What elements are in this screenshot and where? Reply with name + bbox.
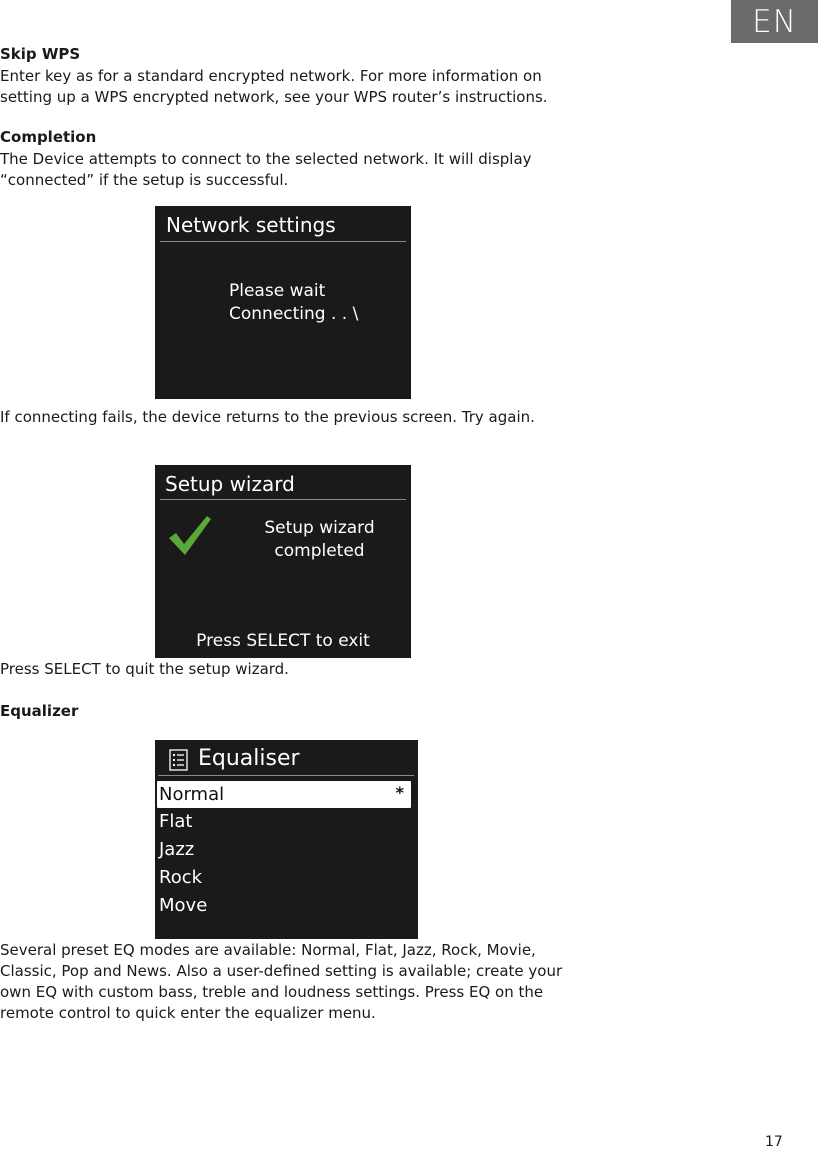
press-select-exit-text: Press SELECT to exit (196, 631, 370, 651)
equaliser-title: Equaliser (198, 746, 300, 771)
language-tab: EN (731, 0, 818, 43)
title-divider (160, 241, 406, 242)
wizard-completed-line1: Setup wizard (264, 518, 375, 538)
please-wait-text: Please wait (229, 281, 326, 301)
eq-item-move[interactable]: Move (159, 895, 208, 916)
equaliser-screen (155, 740, 418, 939)
setup-wizard-screen (155, 465, 411, 658)
title-divider (158, 775, 414, 776)
equalizer-heading: Equalizer (0, 702, 79, 720)
network-settings-title: Network settings (166, 213, 336, 237)
page-number: 17 (765, 1134, 783, 1150)
skip-wps-heading: Skip WPS (0, 45, 81, 63)
completion-text: The Device attempts to connect to the selected network. It will display “connected” if the setup is successful. (0, 150, 532, 189)
setup-wizard-title: Setup wizard (165, 472, 295, 496)
eq-item-normal[interactable] (157, 781, 411, 808)
equalizer-text: Several preset EQ modes are available: Normal, Flat, Jazz, Rock, Movie, Classic, Pop and News. Also a user-defined setting is available; create your own EQ with custom bass, treble and loudness settings. Press EQ on the remote control to quick enter the equalizer menu. (0, 941, 563, 1022)
eq-item-flat[interactable]: Flat (159, 811, 193, 832)
list-icon (169, 749, 188, 771)
wizard-completed-line2: completed (274, 541, 365, 561)
eq-item-jazz[interactable]: Jazz (159, 839, 195, 860)
connecting-text: Connecting . . \ (229, 304, 359, 324)
quit-wizard-text: Press SELECT to quit the setup wizard. (0, 660, 289, 678)
checkmark-icon (167, 513, 213, 557)
completion-heading: Completion (0, 128, 97, 146)
eq-item-rock[interactable]: Rock (159, 867, 203, 888)
network-settings-screen (155, 206, 411, 399)
skip-wps-text: Enter key as for a standard encrypted network. For more information on setting up a WPS encrypted network, see your WPS router’s instructions. (0, 67, 548, 106)
title-divider (160, 499, 406, 500)
connect-fail-text: If connecting fails, the device returns to the previous screen. Try again. (0, 408, 535, 426)
eq-item-label: Normal (159, 784, 225, 805)
selected-marker: * (395, 783, 404, 802)
